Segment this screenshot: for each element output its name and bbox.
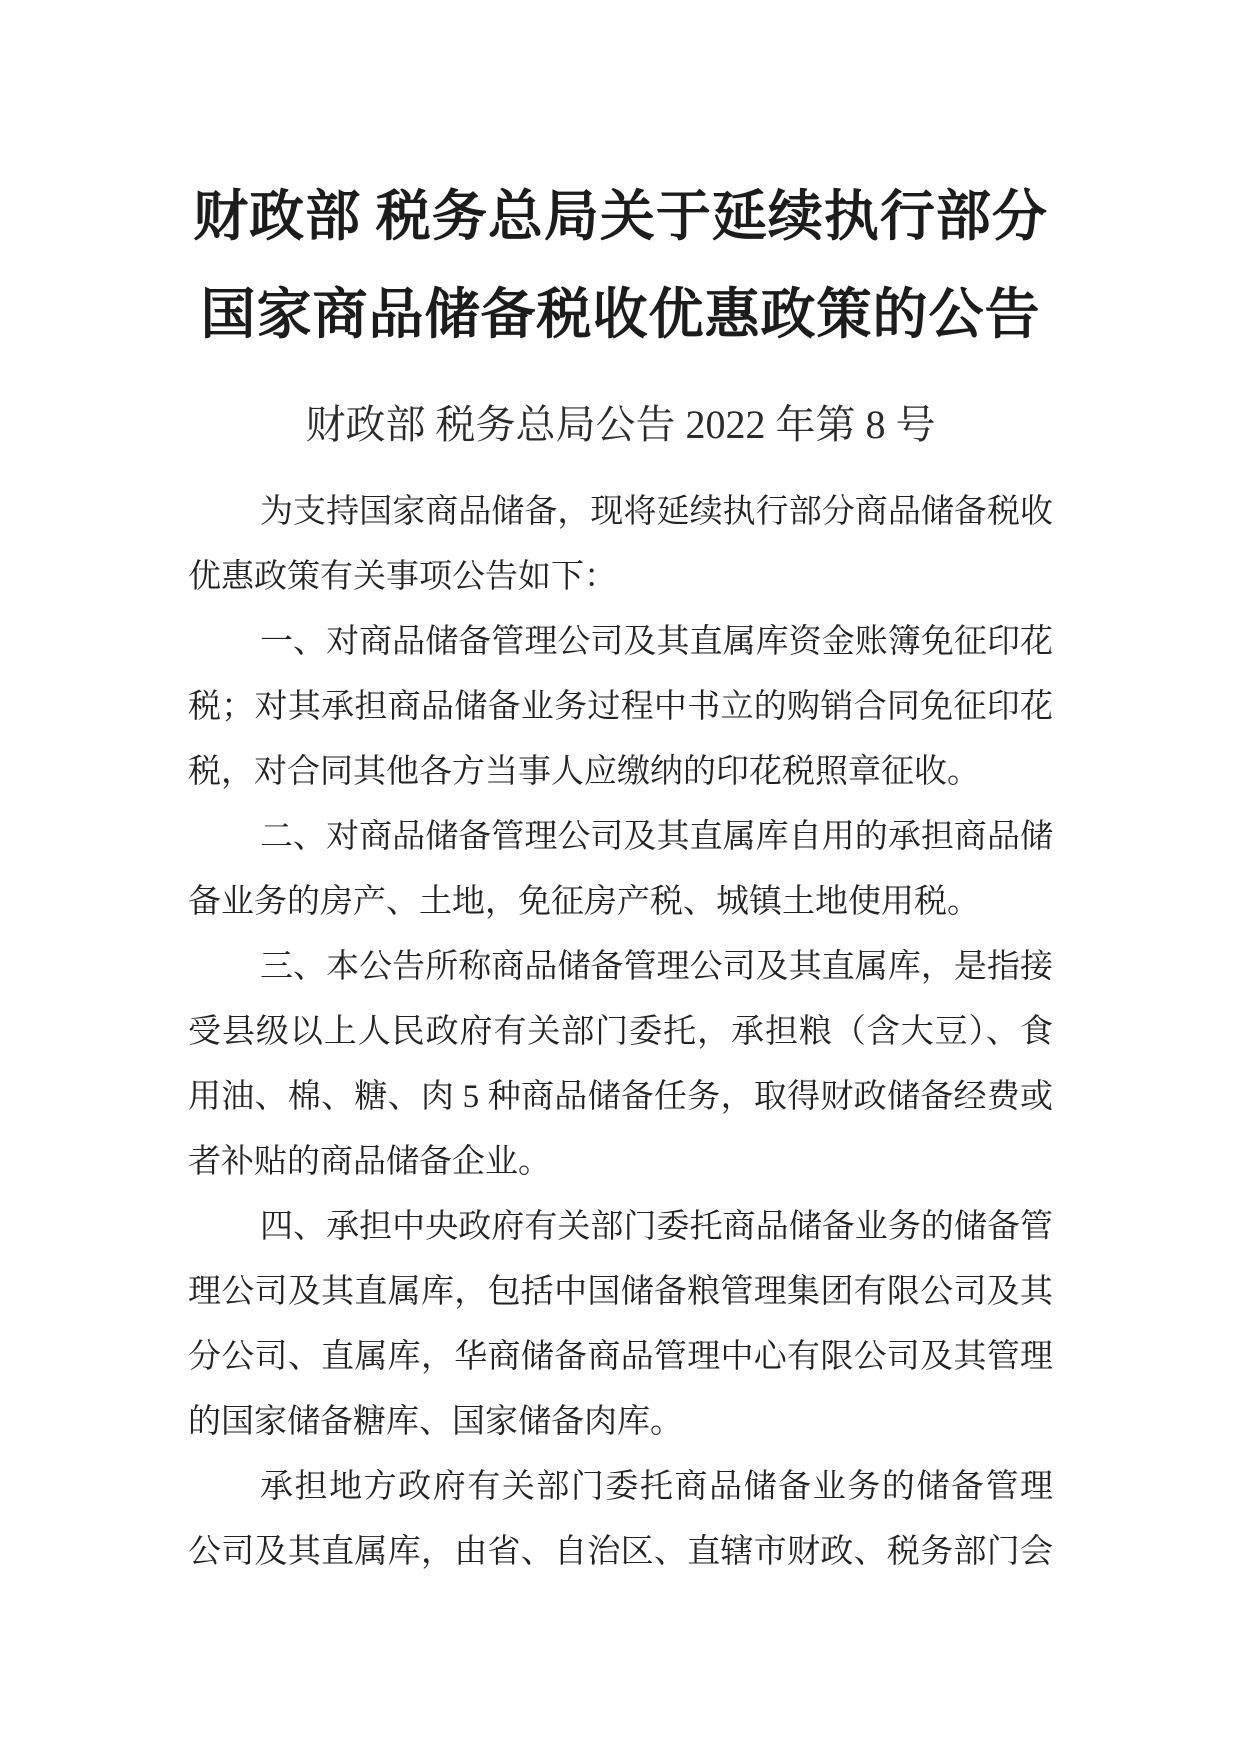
text-line: 的国家储备糖库、国家储备肉库。 [188, 1404, 683, 1440]
document-subtitle: 财政部 税务总局公告 2022 年第 8 号 [305, 402, 936, 447]
text-line: 税，对合同其他各方当事人应缴纳的印花税照章征收。 [188, 754, 980, 790]
document-body [188, 480, 1053, 1585]
text-line: 受县级以上人民政府有关部门委托，承担粮（含大豆）、食 [188, 1014, 1053, 1050]
text-line: 分公司、直属库，华商储备商品管理中心有限公司及其管理 [188, 1339, 1053, 1375]
text-line: 公司及其直属库，由省、自治区、直辖市财政、税务部门会 [188, 1534, 1053, 1570]
text-line: 优惠政策有关事项公告如下： [188, 559, 617, 595]
text-line: 理公司及其直属库，包括中国储备粮管理集团有限公司及其 [188, 1274, 1053, 1310]
text-line: 税；对其承担商品储备业务过程中书立的购销合同免征印花 [188, 689, 1053, 725]
document-title-line-2: 国家商品储备税收优惠政策的公告 [200, 284, 1041, 345]
text-line: 二、对商品储备管理公司及其直属库自用的承担商品储 [260, 819, 1053, 855]
document-title [188, 168, 1053, 364]
text-line: 承担地方政府有关部门委托商品储备业务的储备管理 [260, 1469, 1053, 1505]
text-line: 三、本公告所称商品储备管理公司及其直属库，是指接 [260, 949, 1053, 985]
text-line: 用油、棉、糖、肉 5 种商品储备任务，取得财政储备经费或 [188, 1079, 1053, 1115]
text-line: 为支持国家商品储备，现将延续执行部分商品储备税收 [260, 494, 1053, 530]
text-line: 者补贴的商品储备企业。 [188, 1144, 551, 1180]
text-line: 四、承担中央政府有关部门委托商品储备业务的储备管 [260, 1209, 1053, 1245]
paragraph [188, 935, 1053, 1195]
document-title-line-1: 财政部 税务总局关于延续执行部分 [193, 186, 1048, 247]
text-line: 备业务的房产、土地，免征房产税、城镇土地使用税。 [188, 884, 980, 920]
text-line: 一、对商品储备管理公司及其直属库资金账簿免征印花 [260, 624, 1053, 660]
paragraph [188, 610, 1053, 805]
paragraph [188, 805, 1053, 935]
paragraph [188, 480, 1053, 610]
paragraph [188, 1455, 1053, 1585]
paragraph [188, 1195, 1053, 1455]
